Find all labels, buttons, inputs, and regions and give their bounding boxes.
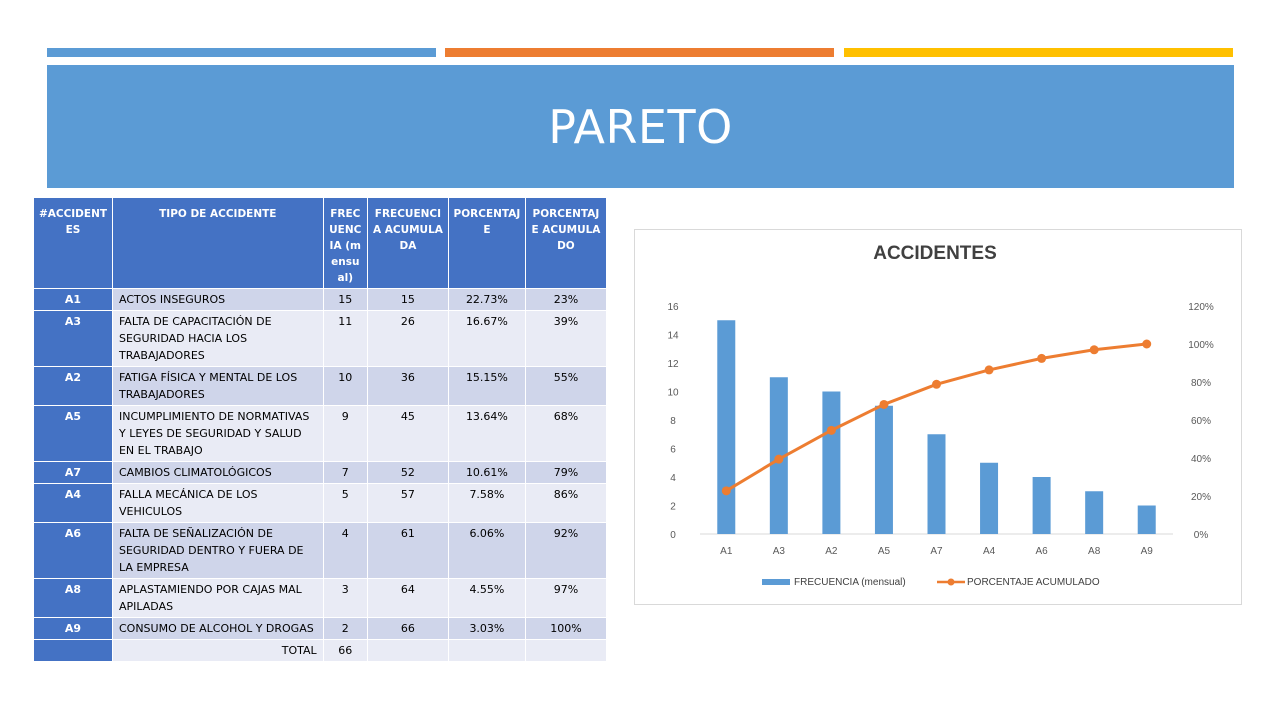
header-cumulative-frequency: FRECUENCIA ACUMULADA (367, 198, 448, 289)
row-frequency: 15 (323, 289, 367, 311)
total-empty-cell (448, 640, 525, 662)
x-tick-label: A4 (982, 546, 996, 557)
row-frequency: 3 (323, 579, 367, 618)
legend-label-cumulative: PORCENTAJE ACUMULADO (967, 577, 1100, 588)
row-type: FALTA DE SEÑALIZACIÓN DE SEGURIDAD DENTRO Y FUERA DE LA EMPRESA (112, 523, 323, 579)
legend-swatch-marker (948, 579, 955, 586)
row-code: A1 (34, 289, 113, 311)
y-tick-label: 2 (670, 501, 676, 513)
row-type: FATIGA FÍSICA Y MENTAL DE LOS TRABAJADORES (112, 367, 323, 406)
line-point (722, 486, 731, 495)
accent-bar-orange (445, 48, 834, 57)
row-frequency: 9 (323, 406, 367, 462)
header-frequency: FRECUENCIA (mensual) (323, 198, 367, 289)
y-tick-label: 14 (667, 330, 679, 342)
x-tick-label: A9 (1140, 546, 1153, 557)
legend-swatch-frequency (762, 579, 790, 585)
line-point (827, 426, 836, 435)
header-percentage: PORCENTAJE (448, 198, 525, 289)
row-code: A2 (34, 367, 113, 406)
row-cumulative: 36 (367, 367, 448, 406)
row-code: A9 (34, 618, 113, 640)
row-cumulative: 45 (367, 406, 448, 462)
header-cumulative-percentage: PORCENTAJE ACUMULADO (525, 198, 606, 289)
row-type: FALLA MECÁNICA DE LOS VEHICULOS (112, 484, 323, 523)
pareto-chart (634, 229, 1242, 605)
pareto-chart-svg (635, 230, 1241, 604)
pareto-table (33, 197, 607, 662)
row-percentage: 13.64% (448, 406, 525, 462)
row-cumulative-percentage: 97% (525, 579, 606, 618)
row-cumulative: 66 (367, 618, 448, 640)
row-frequency: 2 (323, 618, 367, 640)
table-row (34, 462, 607, 484)
row-percentage: 3.03% (448, 618, 525, 640)
row-frequency: 4 (323, 523, 367, 579)
row-percentage: 16.67% (448, 311, 525, 367)
y2-tick-label: 120% (1188, 302, 1214, 313)
total-empty-cell (367, 640, 448, 662)
total-empty-cell (525, 640, 606, 662)
legend-label-frequency: FRECUENCIA (mensual) (794, 577, 906, 588)
row-code: A3 (34, 311, 113, 367)
x-tick-label: A5 (877, 546, 891, 557)
y-tick-label: 0 (670, 530, 676, 541)
x-tick-label: A2 (825, 546, 838, 557)
table-row (34, 579, 607, 618)
row-frequency: 7 (323, 462, 367, 484)
table-total-row (34, 640, 607, 662)
accent-bar-blue (47, 48, 436, 57)
row-frequency: 11 (323, 311, 367, 367)
header-accidents: #ACCIDENTES (34, 198, 113, 289)
row-code: A6 (34, 523, 113, 579)
y-tick-label: 4 (670, 473, 676, 484)
bar (1085, 491, 1103, 534)
bar (980, 463, 998, 534)
x-tick-label: A8 (1088, 546, 1101, 557)
y2-tick-label: 100% (1188, 340, 1214, 351)
row-percentage: 7.58% (448, 484, 525, 523)
total-label: TOTAL (112, 640, 323, 662)
row-type: CONSUMO DE ALCOHOL Y DROGAS (112, 618, 323, 640)
x-tick-label: A6 (1035, 546, 1048, 557)
table-row (34, 367, 607, 406)
row-cumulative-percentage: 92% (525, 523, 606, 579)
row-cumulative-percentage: 23% (525, 289, 606, 311)
line-point (1037, 354, 1046, 363)
table-row (34, 311, 607, 367)
row-cumulative-percentage: 55% (525, 367, 606, 406)
row-cumulative: 26 (367, 311, 448, 367)
row-percentage: 22.73% (448, 289, 525, 311)
row-cumulative: 15 (367, 289, 448, 311)
row-frequency: 5 (323, 484, 367, 523)
title-banner (47, 65, 1234, 188)
y2-tick-label: 80% (1190, 378, 1212, 389)
bar (928, 434, 946, 534)
table-row (34, 484, 607, 523)
y2-tick-label: 40% (1190, 454, 1212, 465)
row-cumulative: 64 (367, 579, 448, 618)
slide-title: PARETO (548, 99, 733, 154)
table-row (34, 618, 607, 640)
row-cumulative: 61 (367, 523, 448, 579)
row-cumulative-percentage: 68% (525, 406, 606, 462)
line-point (1142, 340, 1151, 349)
line-point (985, 365, 994, 374)
total-value: 66 (323, 640, 367, 662)
y-tick-label: 16 (667, 302, 679, 313)
line-point (774, 455, 783, 464)
row-cumulative-percentage: 100% (525, 618, 606, 640)
y2-tick-label: 20% (1190, 492, 1212, 503)
chart-title: ACCIDENTES (873, 243, 997, 264)
y-tick-label: 8 (670, 416, 676, 427)
x-tick-label: A7 (930, 546, 943, 557)
line-point (932, 380, 941, 389)
y-tick-label: 6 (670, 444, 676, 456)
row-frequency: 10 (323, 367, 367, 406)
row-percentage: 6.06% (448, 523, 525, 579)
table-row (34, 289, 607, 311)
row-code: A8 (34, 579, 113, 618)
bar (717, 320, 735, 534)
row-cumulative-percentage: 86% (525, 484, 606, 523)
row-type: ACTOS INSEGUROS (112, 289, 323, 311)
row-type: CAMBIOS CLIMATOLÓGICOS (112, 462, 323, 484)
table-row (34, 523, 607, 579)
row-percentage: 10.61% (448, 462, 525, 484)
accent-bar-yellow (844, 48, 1233, 57)
row-type: APLASTAMIENDO POR CAJAS MAL APILADAS (112, 579, 323, 618)
row-code: A4 (34, 484, 113, 523)
table-row (34, 406, 607, 462)
row-cumulative: 52 (367, 462, 448, 484)
row-percentage: 15.15% (448, 367, 525, 406)
table-header-row (34, 198, 607, 289)
y-tick-label: 10 (667, 387, 679, 399)
bar (875, 406, 893, 534)
total-empty-cell (34, 640, 113, 662)
y-tick-label: 12 (667, 359, 679, 370)
y2-tick-label: 60% (1190, 416, 1212, 427)
row-cumulative-percentage: 79% (525, 462, 606, 484)
x-tick-label: A1 (720, 546, 733, 557)
x-tick-label: A3 (772, 546, 785, 557)
bar (822, 392, 840, 535)
row-type: FALTA DE CAPACITACIÓN DE SEGURIDAD HACIA LOS TRABAJADORES (112, 311, 323, 367)
row-code: A5 (34, 406, 113, 462)
bar (1138, 506, 1156, 535)
row-cumulative: 57 (367, 484, 448, 523)
row-type: INCUMPLIMIENTO DE NORMATIVAS Y LEYES DE SEGURIDAD Y SALUD EN EL TRABAJO (112, 406, 323, 462)
header-type: TIPO DE ACCIDENTE (112, 198, 323, 289)
row-cumulative-percentage: 39% (525, 311, 606, 367)
bar (1033, 477, 1051, 534)
y2-tick-label: 0% (1193, 530, 1209, 541)
line-point (879, 400, 888, 409)
row-code: A7 (34, 462, 113, 484)
line-point (1090, 345, 1099, 354)
row-percentage: 4.55% (448, 579, 525, 618)
